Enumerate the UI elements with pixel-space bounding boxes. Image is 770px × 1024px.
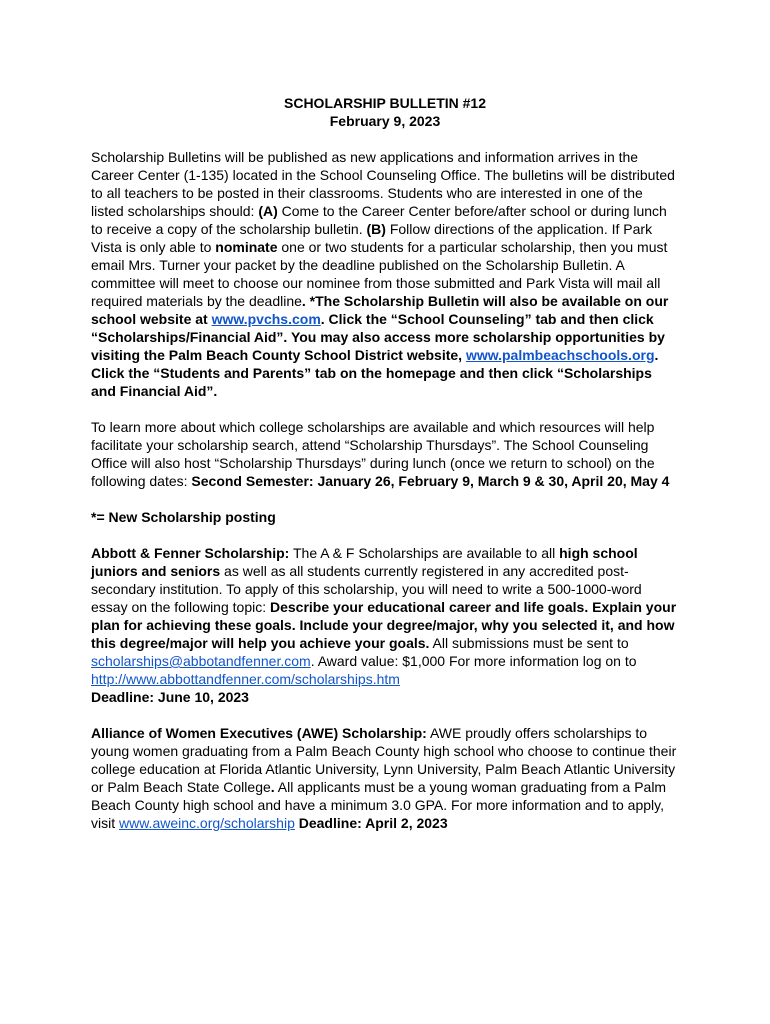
abbott-text-1: The A & F Scholarships are available to all [289,545,560,561]
intro-text-2: Come to the Career Center before/after school or during lunch to receive a copy of the scholarship bulletin. [91,203,667,237]
awe-period: . [270,779,275,795]
intro-text-4: one or two students for a particular scholarship, then you must email Mrs. Turner your packet by the deadline published on the Scholarship Bulletin. A committee will meet to choose our nominee from those submitted and Park Vista will mail all required materials by the deadline [91,239,668,309]
abbott-email-link[interactable]: scholarships@abbotandfenner.com [91,653,311,669]
abbott-fenner-entry [91,544,679,706]
awe-entry [91,724,679,832]
pvchs-link[interactable]: www.pvchs.com [211,311,321,327]
awe-text-2: All applicants must be a young woman graduating from a Palm Beach County high school and have a minimum 3.0 GPA. For more information and to apply, visit [91,779,667,831]
thursdays-dates: Second Semester: January 26, February 9, March 9 & 30, April 20, May 4 [191,473,670,489]
bulletin-title: SCHOLARSHIP BULLETIN #12 [284,95,486,111]
abbott-essay-topic: Describe your educational career and life goals. Explain your plan for achieving these goals. Include your degree/major, why you selected it, and how this degree/major will help you achieve your goals. [91,599,677,651]
website-note-3: . Click the “Students and Parents” tab on the homepage and then click “Scholarships and Financial Aid”. [91,347,659,399]
thursdays-text: To learn more about which college scholarships are available and which resources will help facilitate your scholarship search, attend “Scholarship Thursdays”. The School Counseling Office will also host “Scholarship Thursdays” during lunch (once we return to school) on the following dates: [91,419,655,489]
abbott-url-link[interactable]: http://www.abbottandfenner.com/scholarships.htm [91,671,400,687]
abbott-text-3: All submissions must be sent to [429,635,629,651]
intro-text-1: Scholarship Bulletins will be published as new applications and information arrives in the Career Center (1-135) located in the School Counseling Office. The bulletins will be distributed to all teachers to be posted in their classrooms. Students who are interested in one of the listed scholarships should: [91,149,675,219]
abbott-name: Abbott & Fenner Scholarship: [91,545,290,561]
awe-text-1: AWE proudly offers scholarships to young women graduating from a Palm Beach County high school who choose to continue their college education at Florida Atlantic University, Lynn University, Palm Beach Atlantic University or Palm Beach State College [91,725,677,795]
awe-url-link[interactable]: www.aweinc.org/scholarship [119,815,295,831]
intro-paragraph [91,148,679,400]
nominate-word: nominate [215,239,278,255]
new-posting-legend [91,508,679,526]
awe-deadline: Deadline: April 2, 2023 [294,815,448,831]
legend-text: *= New Scholarship posting [91,509,276,525]
bulletin-page [91,94,679,832]
abbott-text-2: as well as all students currently registered in any accredited post-secondary institution. To apply of this scholarship, you will need to write a 500-1000-word essay on the following topic: [91,563,642,615]
bulletin-date: February 9, 2023 [329,113,441,129]
website-note-2: . Click the “School Counseling” tab and then click “Scholarships/Financial Aid”. You may also access more scholarship opportunities by visiting the Palm Beach County School District website, [91,311,665,363]
step-b-label: (B) [366,221,386,237]
abbott-eligibility: high school juniors and seniors [91,545,638,579]
step-a-label: (A) [258,203,278,219]
palmbeachschools-link[interactable]: www.palmbeachschools.org [465,347,655,363]
abbott-text-4: . Award value: $1,000 For more information log on to [310,653,637,669]
awe-name: Alliance of Women Executives (AWE) Scholarship: [91,725,427,741]
website-note-1: . *The Scholarship Bulletin will also be available on our school website at [91,293,669,327]
abbott-deadline: Deadline: June 10, 2023 [91,689,249,705]
intro-text-3: Follow directions of the application. If Park Vista is only able to [91,221,653,255]
thursdays-paragraph [91,418,679,490]
